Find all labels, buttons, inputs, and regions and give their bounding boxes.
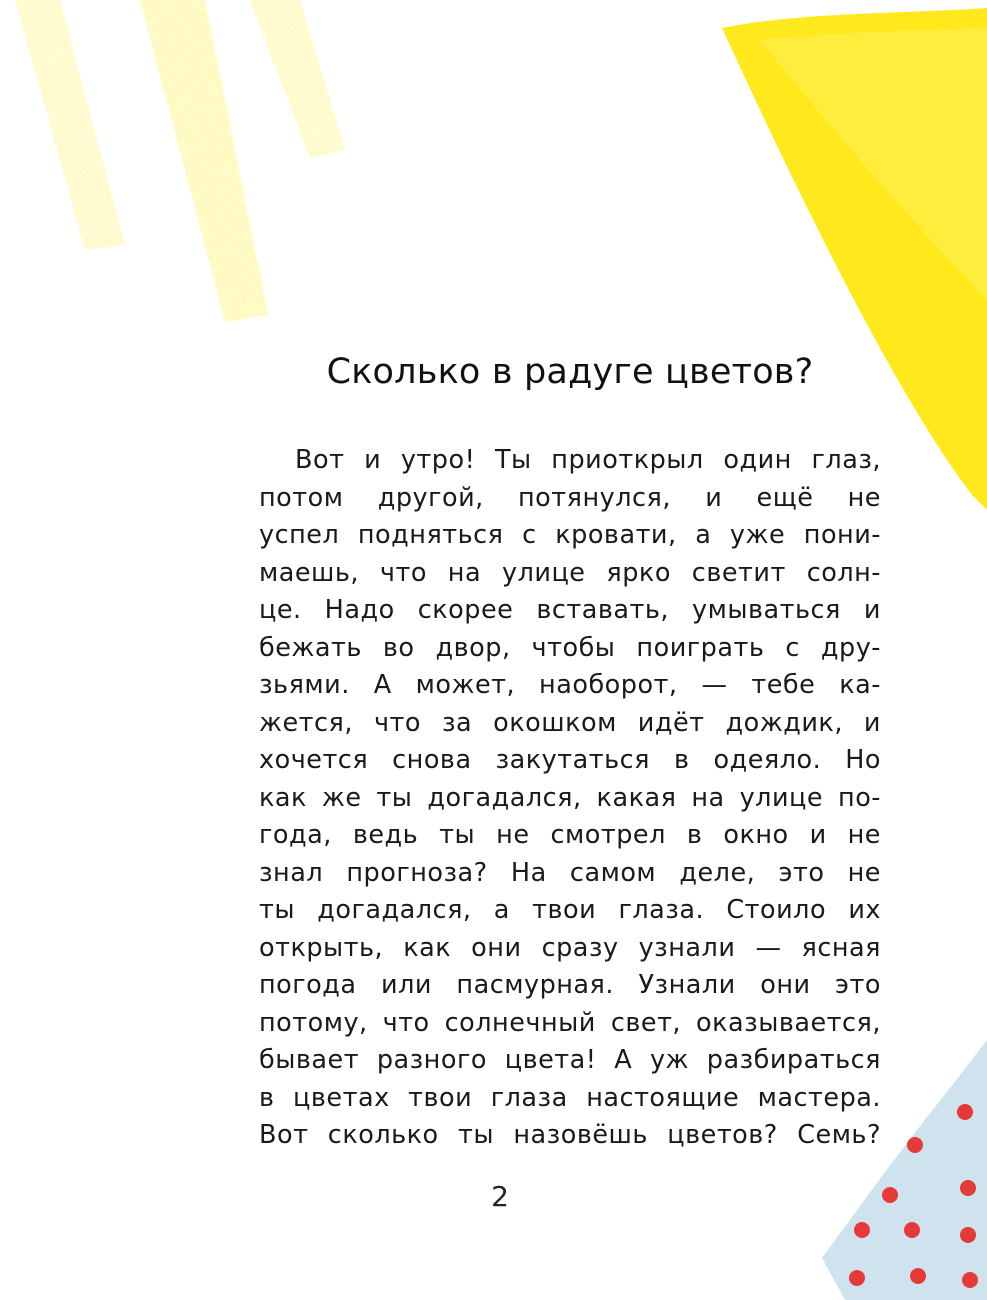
paragraph-line: бежать во двор, чтобы поиграть с дру- xyxy=(259,632,881,663)
paragraph-line: ты догадался, а твои глаза. Стоило их xyxy=(259,895,881,925)
crayon-strokes xyxy=(15,0,345,322)
paragraph-line: года, ведь ты не смотрел в окно и не xyxy=(259,820,881,850)
polka-dot xyxy=(907,1137,923,1153)
yellow-paint-shape xyxy=(722,8,987,510)
crayon-stroke-3 xyxy=(250,0,345,158)
chapter-title: Сколько в радуге цветов? xyxy=(326,352,814,392)
paragraph-line: жется, что за окошком идёт дождик, и xyxy=(259,707,881,738)
paragraph-line: открыть, как они сразу узнали — ясная xyxy=(259,932,881,963)
body-paragraph xyxy=(259,442,881,1155)
polka-dot xyxy=(904,1222,920,1238)
paragraph-line: успел подняться с кровати, а уже пони- xyxy=(259,520,881,550)
crayon-stroke-2 xyxy=(140,0,268,322)
paragraph-line: потом другой, потянулся, и ещё не xyxy=(259,482,881,513)
paragraph-line: Вот и утро! Ты приоткрыл один глаз, xyxy=(295,445,881,475)
polka-dot xyxy=(882,1187,898,1203)
paragraph-line: Вот сколько ты назовёшь цветов? Семь? xyxy=(259,1120,881,1150)
paragraph-line: в цветах твои глаза настоящие мастера. xyxy=(259,1082,881,1113)
polka-dot xyxy=(960,1227,976,1243)
polka-dot xyxy=(962,1272,978,1288)
paragraph-line: потому, что солнечный свет, оказывается, xyxy=(259,1007,881,1038)
page-number: 2 xyxy=(491,1180,509,1213)
paragraph-line: бывает разного цвета! А уж разбираться xyxy=(259,1045,881,1075)
paragraph-line: зьями. А может, наоборот, — тебе ка- xyxy=(259,670,881,700)
paragraph-line: знал прогноза? На самом деле, это не xyxy=(259,857,881,888)
paragraph-line: хочется снова закутаться в одеяло. Но xyxy=(259,745,881,775)
paragraph-line: как же ты догадался, какая на улице по- xyxy=(259,782,881,813)
paragraph-line: маешь, что на улице ярко светит солн- xyxy=(259,557,881,588)
polka-dot xyxy=(960,1180,976,1196)
paragraph-line: погода или пасмурная. Узнали они это xyxy=(259,970,881,1000)
crayon-stroke-1 xyxy=(15,0,125,250)
paragraph-line: це. Надо скорее вставать, умываться и xyxy=(259,595,881,625)
polka-dot xyxy=(854,1222,870,1238)
polka-dot xyxy=(910,1268,926,1284)
polka-dot xyxy=(957,1104,973,1120)
polka-dot xyxy=(849,1270,865,1286)
